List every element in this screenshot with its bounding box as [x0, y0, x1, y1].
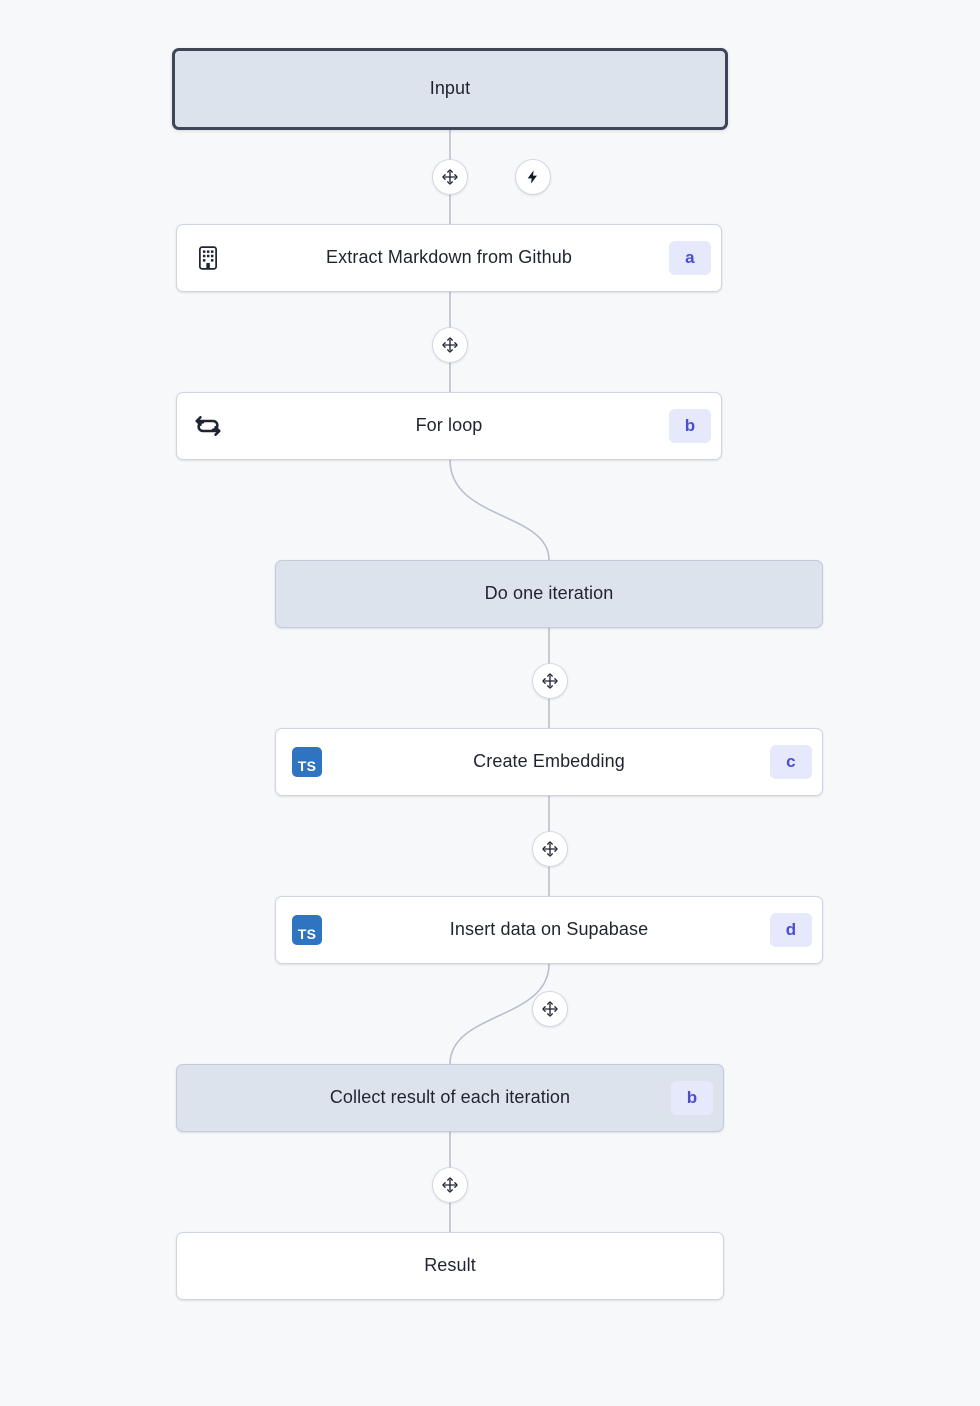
node-collect[interactable]	[176, 1064, 724, 1132]
node-icon-slot	[191, 409, 225, 443]
node-icon-slot	[290, 913, 324, 947]
node-badge: b	[671, 1081, 713, 1115]
edge-forloop-to-iter	[450, 460, 549, 560]
node-label: Do one iteration	[484, 583, 614, 604]
node-input[interactable]	[172, 48, 728, 130]
node-icon-slot	[191, 241, 225, 275]
add-step-button[interactable]	[532, 991, 568, 1027]
node-embed[interactable]	[275, 728, 823, 796]
typescript-icon: TS	[292, 747, 322, 777]
node-label: Input	[429, 78, 471, 99]
add-step-button[interactable]	[532, 831, 568, 867]
add-step-button[interactable]	[432, 1167, 468, 1203]
add-step-button[interactable]	[532, 663, 568, 699]
node-icon-slot	[290, 745, 324, 779]
node-badge: a	[669, 241, 711, 275]
lightning-icon-button[interactable]	[515, 159, 551, 195]
add-step-button[interactable]	[432, 327, 468, 363]
node-label: Insert data on Supabase	[449, 919, 649, 940]
node-label: For loop	[415, 415, 483, 436]
node-badge: d	[770, 913, 812, 947]
node-forloop[interactable]	[176, 392, 722, 460]
node-result[interactable]	[176, 1232, 724, 1300]
node-label: Extract Markdown from Github	[326, 247, 572, 268]
typescript-icon: TS	[292, 915, 322, 945]
node-badge: c	[770, 745, 812, 779]
node-label: Collect result of each iteration	[329, 1087, 571, 1108]
node-extract[interactable]	[176, 224, 722, 292]
node-iter[interactable]	[275, 560, 823, 628]
github-icon	[195, 245, 221, 271]
node-label: Result	[424, 1255, 476, 1276]
node-insert[interactable]	[275, 896, 823, 964]
node-badge: b	[669, 409, 711, 443]
loop-icon	[193, 411, 223, 441]
add-step-button[interactable]	[432, 159, 468, 195]
node-label: Create Embedding	[473, 751, 625, 772]
